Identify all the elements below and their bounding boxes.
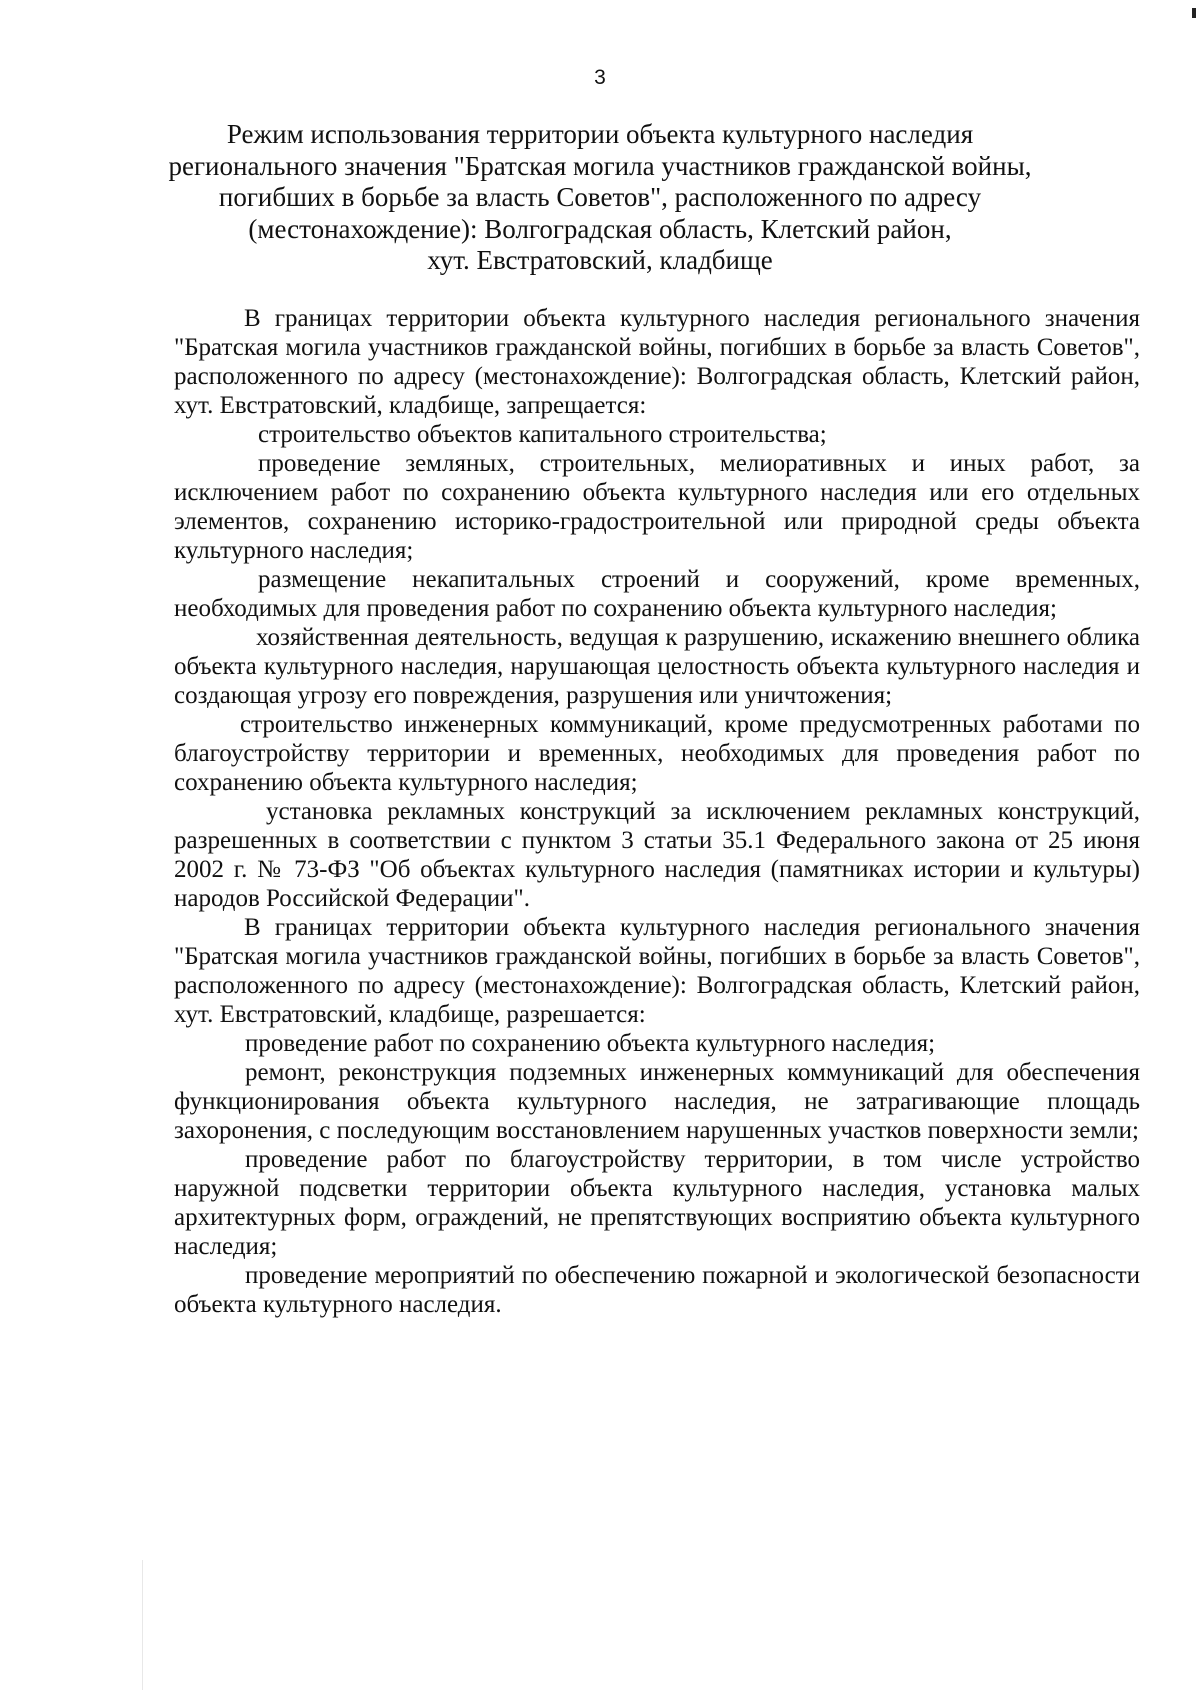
scan-margin-line bbox=[142, 1560, 143, 1690]
paragraph-item: проведение земляных, строительных, мелиоративных и иных работ, за исключением работ по сохранению объекта культурного наследия или его отдельных элементов, сохранению историко-градостроительной или природной среды объекта культурного наследия; bbox=[174, 450, 1140, 564]
paragraph-item: размещение некапитальных строений и сооружений, кроме временных, необходимых для проведения работ по сохранению объекта культурного наследия; bbox=[174, 566, 1140, 622]
paragraph-prohibited-intro: В границах территории объекта культурного наследия регионального значения "Братская могила участников гражданской войны, погибших в борьбе за власть Советов", расположенного по адресу (местонахождение): Волгоградская область, Клетский район, хут. Евстратовский, кладбище, запрещается: bbox=[174, 305, 1140, 419]
document-body bbox=[174, 304, 1140, 1319]
title-line: (местонахождение): Волгоградская область, Клетский район, bbox=[248, 213, 952, 244]
paragraph-item: строительство объектов капитального строительства; bbox=[258, 421, 827, 448]
scan-mark bbox=[1192, 8, 1196, 18]
paragraph-item: проведение мероприятий по обеспечению пожарной и экологической безопасности объекта культурного наследия. bbox=[174, 1262, 1140, 1318]
paragraph-item: проведение работ по сохранению объекта культурного наследия; bbox=[245, 1030, 936, 1057]
title-line: регионального значения "Братская могила участников гражданской войны, bbox=[168, 150, 1032, 181]
page-number: 3 bbox=[594, 66, 606, 89]
paragraph-item: ремонт, реконструкция подземных инженерных коммуникаций для обеспечения функционирования объекта культурного наследия, не затрагивающие площадь захоронения, с последующим восстановлением нарушенных участков поверхности земли; bbox=[174, 1059, 1140, 1144]
paragraph-item: проведение работ по благоустройству территории, в том числе устройство наружной подсветки территории объекта культурного наследия, установка малых архитектурных форм, ограждений, не препятствующих восприятию объекта культурного наследия; bbox=[174, 1146, 1140, 1260]
paragraph-item: хозяйственная деятельность, ведущая к разрушению, искажению внешнего облика объекта культурного наследия, нарушающая целостность объекта культурного наследия и создающая угрозу его повреждения, разрушения или уничтожения; bbox=[174, 624, 1140, 709]
title-line: погибших в борьбе за власть Советов", расположенного по адресу bbox=[218, 182, 982, 212]
title-line: Режим использования территории объекта культурного наследия bbox=[226, 119, 974, 149]
document-title bbox=[150, 119, 1050, 277]
paragraph-permitted-intro: В границах территории объекта культурного наследия регионального значения "Братская могила участников гражданской войны, погибших в борьбе за власть Советов", расположенного по адресу (местонахождение): Волгоградская область, Клетский район, хут. Евстратовский, кладбище, разрешается: bbox=[174, 914, 1140, 1028]
paragraph-item: установка рекламных конструкций за исключением рекламных конструкций, разрешенных в соответствии с пунктом 3 статьи 35.1 Федерального закона от 25 июня 2002 г. № 73-ФЗ "Об объектах культурного наследия (памятниках истории и культуры) народов Российской Федерации". bbox=[174, 798, 1140, 912]
paragraph-item: строительство инженерных коммуникаций, кроме предусмотренных работами по благоустройству территории и временных, необходимых для проведения работ по сохранению объекта культурного наследия; bbox=[174, 711, 1140, 796]
title-line: хут. Евстратовский, кладбище bbox=[427, 245, 773, 275]
